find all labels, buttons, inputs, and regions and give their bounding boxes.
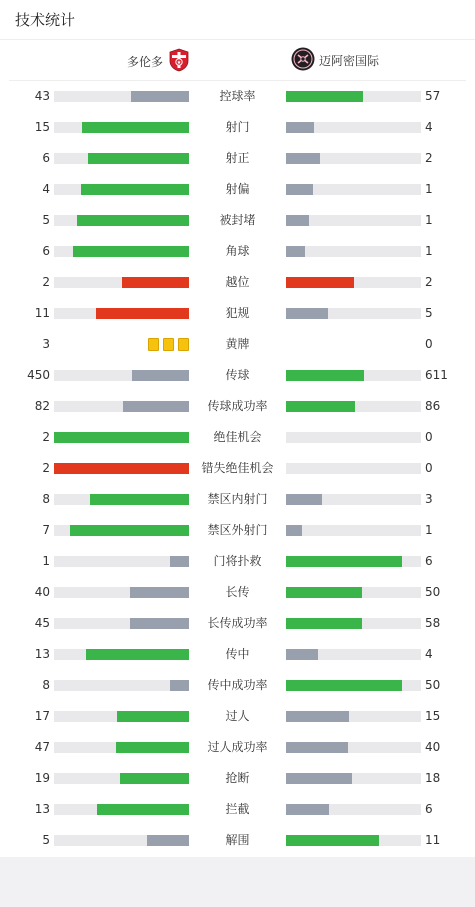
stat-row [0,484,475,515]
home-value: 15 [34,120,50,134]
away-bar-fill [286,525,302,536]
home-bar [54,153,189,164]
home-bar-fill [77,215,189,226]
away-value: 4 [425,647,433,661]
home-bar [54,680,189,691]
home-bar-fill [54,432,189,443]
away-value: 3 [425,492,433,506]
home-value: 2 [42,461,50,475]
away-bar [286,711,421,722]
stat-row [0,81,475,112]
stat-row [0,515,475,546]
away-value: 50 [425,585,441,599]
stat-row [0,546,475,577]
stat-label: 传中 [225,647,250,661]
home-value: 45 [34,616,50,630]
stat-row [0,825,475,856]
home-value: 11 [34,306,50,320]
away-bar [286,804,421,815]
stat-label: 越位 [225,275,250,289]
away-value: 0 [425,337,433,351]
away-bar [286,401,421,412]
home-bar-fill [81,184,189,195]
away-value: 11 [425,833,441,847]
home-bar-fill [147,835,189,846]
away-value: 18 [425,771,441,785]
stat-row [0,236,475,267]
inter-miami-logo-icon [291,47,315,74]
away-value: 1 [425,523,433,537]
home-bar-fill [116,742,189,753]
home-bar [54,122,189,133]
stat-row [0,360,475,391]
away-bar-fill [286,494,322,505]
stat-label: 传球 [225,368,250,382]
home-bar [54,215,189,226]
away-bar [286,122,421,133]
home-value: 2 [42,430,50,444]
home-bar-fill [54,463,189,474]
away-value: 58 [425,616,441,630]
stat-label: 射偏 [225,182,250,196]
away-bar [286,153,421,164]
home-bar-fill [132,370,189,381]
away-bar [286,370,421,381]
home-bar-fill [86,649,189,660]
stat-label: 犯规 [225,306,250,320]
stat-label: 解围 [225,833,250,847]
stat-label: 射正 [225,151,250,165]
home-bar [54,835,189,846]
away-bar-fill [286,649,318,660]
stat-row [0,298,475,329]
home-value: 2 [42,275,50,289]
yellow-card-icon [178,338,189,351]
home-bar [54,556,189,567]
stat-label: 长传 [225,585,250,599]
away-value: 50 [425,678,441,692]
away-bar-fill [286,773,352,784]
away-bar-fill [286,184,313,195]
away-bar-fill [286,711,349,722]
stat-row [0,205,475,236]
away-bar [286,835,421,846]
away-value: 57 [425,89,441,103]
home-value: 5 [42,833,50,847]
stat-label: 禁区内射门 [207,492,268,506]
away-bar [286,463,421,474]
home-value: 13 [34,802,50,816]
away-bar-fill [286,587,362,598]
away-value: 1 [425,213,433,227]
home-value: 19 [34,771,50,785]
away-bar-fill [286,153,320,164]
home-yellow-cards [144,338,189,351]
stat-row [0,794,475,825]
away-bar-fill [286,122,314,133]
away-value: 2 [425,275,433,289]
away-value: 40 [425,740,441,754]
away-value: 5 [425,306,433,320]
home-bar-fill [117,711,189,722]
stat-row [0,143,475,174]
home-bar-fill [130,587,189,598]
away-bar [286,680,421,691]
stats-list [0,81,475,856]
yellow-card-icon [148,338,159,351]
home-bar-fill [130,618,189,629]
away-bar-fill [286,401,355,412]
home-bar [54,773,189,784]
away-value: 1 [425,182,433,196]
home-value: 13 [34,647,50,661]
stat-row [0,267,475,298]
away-bar [286,587,421,598]
away-value: 6 [425,802,433,816]
home-bar [54,432,189,443]
away-bar-fill [286,370,364,381]
away-bar [286,525,421,536]
stat-row [0,732,475,763]
home-team[interactable] [127,49,191,73]
stat-label: 过人 [225,709,250,723]
home-value: 7 [42,523,50,537]
away-bar [286,432,421,443]
home-bar [54,370,189,381]
home-bar [54,463,189,474]
home-bar [54,618,189,629]
stat-label: 错失绝佳机会 [201,461,274,475]
home-bar-fill [131,91,189,102]
home-value: 450 [27,368,50,382]
away-bar [286,773,421,784]
away-bar [286,618,421,629]
stat-label: 被封堵 [219,213,256,227]
stat-row [0,670,475,701]
home-bar-fill [90,494,189,505]
away-bar [286,277,421,288]
home-value: 6 [42,151,50,165]
home-bar-fill [70,525,189,536]
stat-row [0,422,475,453]
home-bar [54,308,189,319]
stat-row [0,577,475,608]
home-value: 3 [42,337,50,351]
stat-label: 长传成功率 [207,616,268,630]
home-bar [54,587,189,598]
home-bar [54,711,189,722]
home-team-name: 多伦多 [126,54,163,69]
away-team[interactable] [291,48,379,72]
away-value: 6 [425,554,433,568]
home-value: 8 [42,492,50,506]
stat-row [0,112,475,143]
away-bar-fill [286,618,362,629]
stat-label: 抢断 [225,771,250,785]
stat-row [0,763,475,794]
away-bar-fill [286,556,402,567]
stat-label: 角球 [225,244,250,258]
away-value: 0 [425,461,433,475]
stat-label: 射门 [225,120,250,134]
away-value: 86 [425,399,441,413]
away-bar [286,494,421,505]
page-title: 技术统计 [0,0,475,40]
home-bar [54,494,189,505]
home-bar-fill [123,401,189,412]
away-bar [286,246,421,257]
away-value: 1 [425,244,433,258]
away-bar [286,649,421,660]
home-bar [54,649,189,660]
home-bar-fill [96,308,189,319]
away-bar [286,742,421,753]
home-bar-fill [122,277,190,288]
away-bar [286,308,421,319]
stat-label: 传中成功率 [207,678,268,692]
home-value: 4 [42,182,50,196]
stat-label: 门将扑救 [213,554,262,568]
home-value: 6 [42,244,50,258]
stat-label: 黄牌 [225,337,250,351]
home-bar [54,246,189,257]
stat-row [0,701,475,732]
away-bar-fill [286,246,305,257]
home-bar-fill [97,804,189,815]
away-bar-fill [286,835,379,846]
home-value: 82 [34,399,50,413]
home-bar [54,742,189,753]
stat-label: 拦截 [225,802,250,816]
yellow-card-icon [163,338,174,351]
stat-label: 控球率 [219,89,256,103]
away-team-name: 迈阿密国际 [319,53,380,68]
home-bar [54,91,189,102]
home-bar [54,184,189,195]
away-bar-fill [286,277,354,288]
home-bar [54,277,189,288]
home-bar-fill [170,556,189,567]
away-value: 0 [425,430,433,444]
stat-label: 绝佳机会 [213,430,262,444]
stat-label: 过人成功率 [207,740,268,754]
home-value: 8 [42,678,50,692]
home-value: 47 [34,740,50,754]
stat-row [0,639,475,670]
away-value: 15 [425,709,441,723]
home-bar [54,401,189,412]
teams-header [9,40,466,81]
stat-row [0,174,475,205]
stat-row [0,329,475,360]
home-value: 40 [34,585,50,599]
away-bar-fill [286,680,402,691]
stat-label: 禁区外射门 [207,523,268,537]
away-value: 4 [425,120,433,134]
home-bar-fill [170,680,189,691]
stat-row [0,608,475,639]
home-bar-fill [73,246,189,257]
stat-row [0,391,475,422]
home-bar-fill [120,773,189,784]
away-bar-fill [286,804,329,815]
away-bar-fill [286,215,309,226]
away-bar-fill [286,742,348,753]
home-bar [54,525,189,536]
home-value: 5 [42,213,50,227]
away-value: 611 [425,368,448,382]
stat-row [0,453,475,484]
away-bar-fill [286,91,363,102]
home-bar [54,804,189,815]
stat-label: 传球成功率 [207,399,268,413]
home-value: 1 [42,554,50,568]
home-bar-fill [82,122,189,133]
away-bar [286,91,421,102]
away-value: 2 [425,151,433,165]
home-value: 43 [34,89,50,103]
away-bar [286,556,421,567]
home-bar-fill [88,153,189,164]
away-bar [286,184,421,195]
away-bar-fill [286,308,328,319]
home-value: 17 [34,709,50,723]
away-bar [286,215,421,226]
toronto-fc-logo-icon [167,48,191,75]
